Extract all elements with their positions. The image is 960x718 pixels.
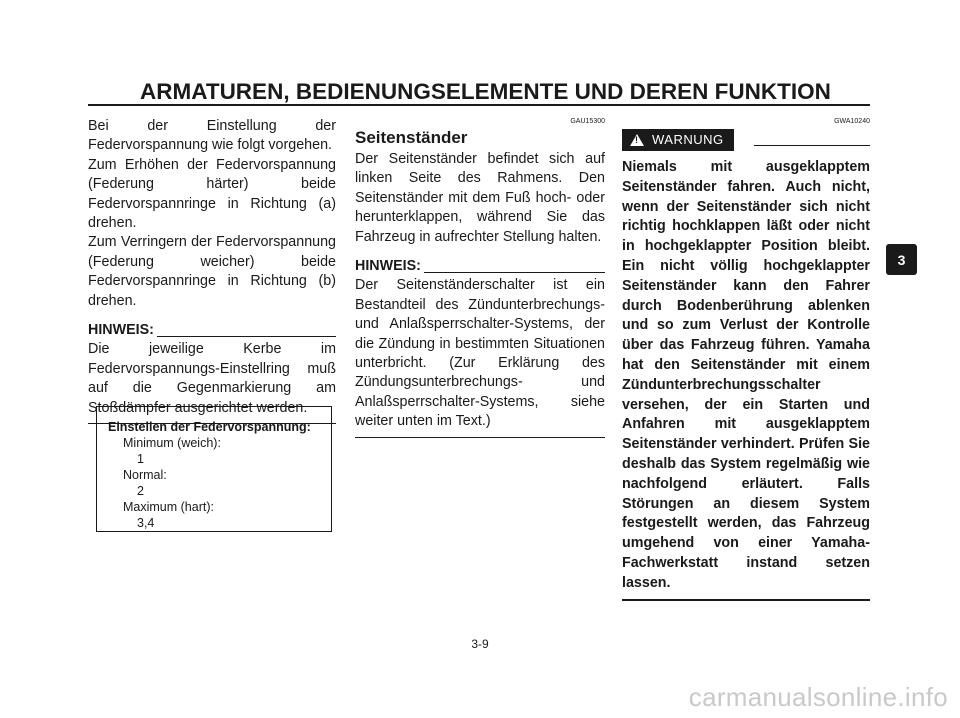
spec-min-value: 1: [137, 452, 144, 466]
warning-text: Niemals mit ausgeklapptem Seitenständer fahren. Auch nicht, wenn der Seitenständer sich nicht richtig hochklappen läßt oder nicht in hochgeklappter Position bleibt. Ein nicht völlig hochgeklappter Seitenständer kann den Fahrer durch Bodenberührung ablenken und so zum Verlust der Kontrolle über das Fahrzeug führen. Yamaha hat den Seitenständer mit einem Zündunterbrechungsschalter versehen, der ein Starten und Anfahren mit ausgeklapptem Seitenständer verhindert. Prüfen Sie deshalb das System regelmäßig wie nachfolgend erläutert. Falls Störungen an diesem System festgestellt werden, das Fahrzeug umgehend von einer Yamaha-Fachwerkstatt instand setzen lassen.: [622, 159, 870, 591]
spec-box: [96, 406, 332, 532]
spec-max-value: 3,4: [137, 516, 155, 530]
watermark: carmanualsonline.info: [688, 682, 948, 712]
spec-normal-value: 2: [137, 484, 144, 498]
chapter-tab: 3: [886, 244, 917, 275]
warning-badge: [622, 129, 734, 151]
section-code: GAU15300: [570, 118, 605, 125]
paragraph: Der Seitenständer befindet sich auf linken Seite des Rahmens. Den Seitenständer mit dem Fuß hoch- oder herunterklappen, während Sie das Fahrzeug in aufrechter Stellung halten.: [355, 151, 605, 245]
warning-label: WARNUNG: [652, 132, 724, 148]
paragraph: Bei der Einstellung der Federvorspannung wie folgt vorgehen.: [88, 118, 336, 154]
column-middle: [355, 117, 605, 438]
note-rule: [157, 336, 336, 337]
warning-header: [622, 128, 870, 152]
spec-normal-label: Normal:: [123, 468, 167, 482]
note-rule: [424, 272, 605, 273]
note-label: HINWEIS:: [355, 258, 421, 275]
note-text: Die jeweilige Kerbe im Federvorspannungs-Einstellring muß auf die Gegenmarkierung am Stoßdämpfer ausgerichtet werden.: [88, 341, 336, 416]
note-text: Der Seitenständerschalter ist ein Bestandteil des Zündunterbrechungs- und Anlaßsperrschalter-Systems, der die Zündung in bestimmten Situationen unterbricht. (Zur Erklärung des Zündungsunterbrechungs- und Anlaßsperrschalter-Systems, siehe weiter unten im Text.): [355, 277, 605, 430]
section-title: Seitenständer: [355, 128, 468, 147]
chapter-header-title: ARMATUREN, BEDIENUNGSELEMENTE UND DEREN FUNKTION: [140, 79, 831, 104]
header-divider: [88, 104, 870, 106]
note-heading: [355, 257, 605, 276]
column-left: [88, 117, 336, 424]
warning-code: GWA10240: [834, 118, 870, 125]
note-end-rule: [355, 437, 605, 438]
spec-box-title: Einstellen der Federvorspannung:: [108, 420, 311, 434]
paragraph: Zum Erhöhen der Federvorspannung (Federung härter) beide Federvorspannringe in Richtung (a) drehen.: [88, 156, 336, 232]
paragraph: Zum Verringern der Federvorspannung (Federung weicher) beide Federvorspannringe in Richtung (b) drehen.: [88, 234, 336, 309]
note-heading: [88, 321, 336, 340]
page-number: 3-9: [471, 637, 489, 651]
warning-triangle-icon: !: [630, 134, 644, 146]
spec-min-label: Minimum (weich):: [123, 436, 221, 450]
note-label: HINWEIS:: [88, 322, 154, 339]
spec-max-label: Maximum (hart):: [123, 500, 214, 514]
column-right: [622, 117, 870, 601]
warning-end-rule: [622, 599, 870, 601]
warning-rule: [754, 145, 870, 146]
